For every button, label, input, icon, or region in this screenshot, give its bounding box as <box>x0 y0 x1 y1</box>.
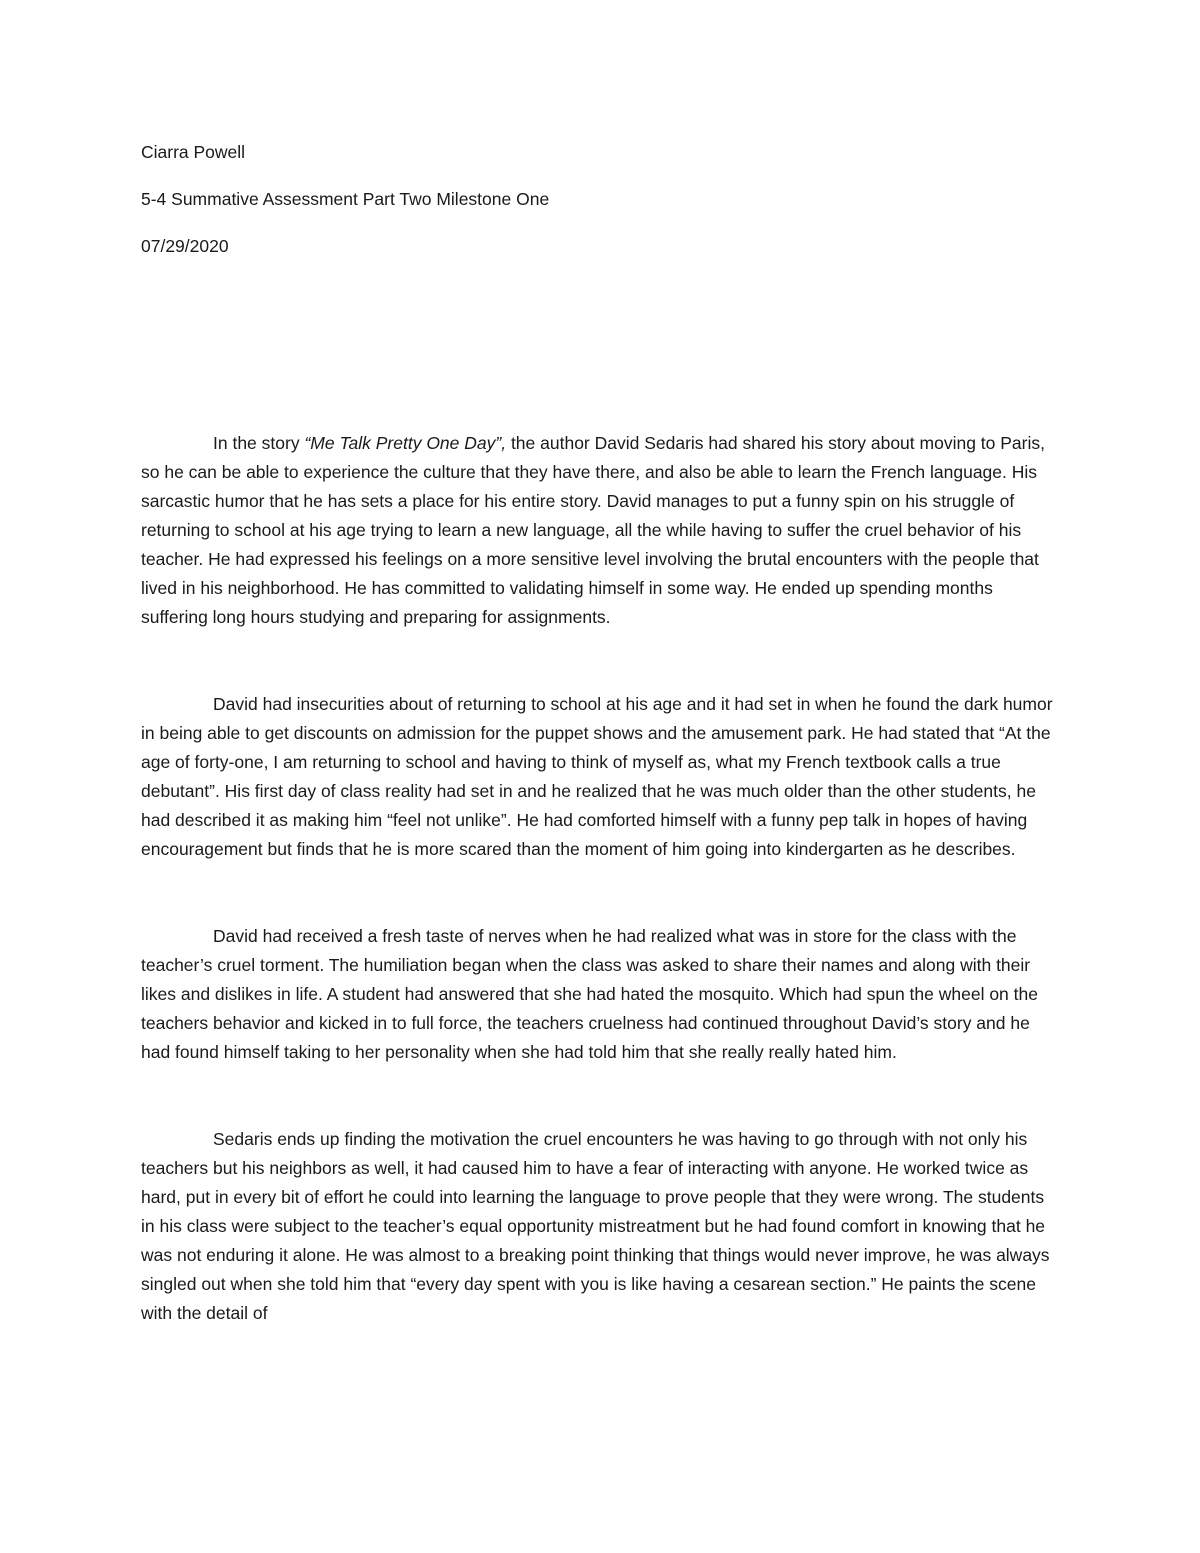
paragraph-2: David had insecurities about of returning to school at his age and it had set in when he found the dark humor in being able to get discounts on admission for the puppet shows and the amusement park. He had stated that “At the age of forty-one, I am returning to school and having to think of myself as, what my French textbook calls a true debutant”. His first day of class reality had set in and he realized that he was much older than the other students, he had described it as making him “feel not unlike”. He had comforted himself with a funny pep talk in hopes of having encouragement but finds that he is more scared than the moment of him going into kindergarten as he describes. <box>141 694 1053 859</box>
header-spacer <box>141 281 1061 429</box>
assignment-title: 5-4 Summative Assessment Part Two Milestone One <box>141 189 550 209</box>
paragraph-1-lead: In the story <box>213 433 305 453</box>
paragraph-gap <box>141 632 1061 690</box>
paragraph-gap <box>141 1067 1061 1125</box>
paragraph-1-text: the author David Sedaris had shared his story about moving to Paris, so he can be able to experience the culture that they have there, and also be able to learn the French language. His sarcastic humor that he has sets a place for his entire story. David manages to put a funny spin on his struggle of returning to school at his age trying to learn a new language, all the while having to suffer the cruel behavior of his teacher. He had expressed his feelings on a more sensitive level involving the brutal encounters with the people that lived in his neighborhood. He has committed to validating himself in some way. He ended up spending months suffering long hours studying and preparing for assignments. <box>141 433 1045 627</box>
document-page <box>141 140 1061 1328</box>
paragraph-gap <box>141 864 1061 922</box>
story-title: “Me Talk Pretty One Day”, <box>304 433 507 453</box>
document-date: 07/29/2020 <box>141 236 229 256</box>
paragraph-1 <box>141 429 1061 632</box>
paragraph-4: Sedaris ends up finding the motivation the cruel encounters he was having to go through with not only his teachers but his neighbors as well, it had caused him to have a fear of interacting with anyone. He worked twice as hard, put in every bit of effort he could into learning the language to prove people that they were wrong. The students in his class were subject to the teacher’s equal opportunity mistreatment but he had found comfort in knowing that he was not enduring it alone. He was almost to a breaking point thinking that things would never improve, he was always singled out when she told him that “every day spent with you is like having a cesarean section.” He paints the scene with the detail of <box>141 1129 1050 1323</box>
paragraph-3: David had received a fresh taste of nerves when he had realized what was in store for the class with the teacher’s cruel torment. The humiliation began when the class was asked to share their names and along with their likes and dislikes in life. A student had answered that she had hated the mosquito. Which had spun the wheel on the teachers behavior and kicked in to full force, the teachers cruelness had continued throughout David’s story and he had found himself taking to her personality when she had told him that she really really hated him. <box>141 926 1038 1062</box>
author-name: Ciarra Powell <box>141 142 246 162</box>
